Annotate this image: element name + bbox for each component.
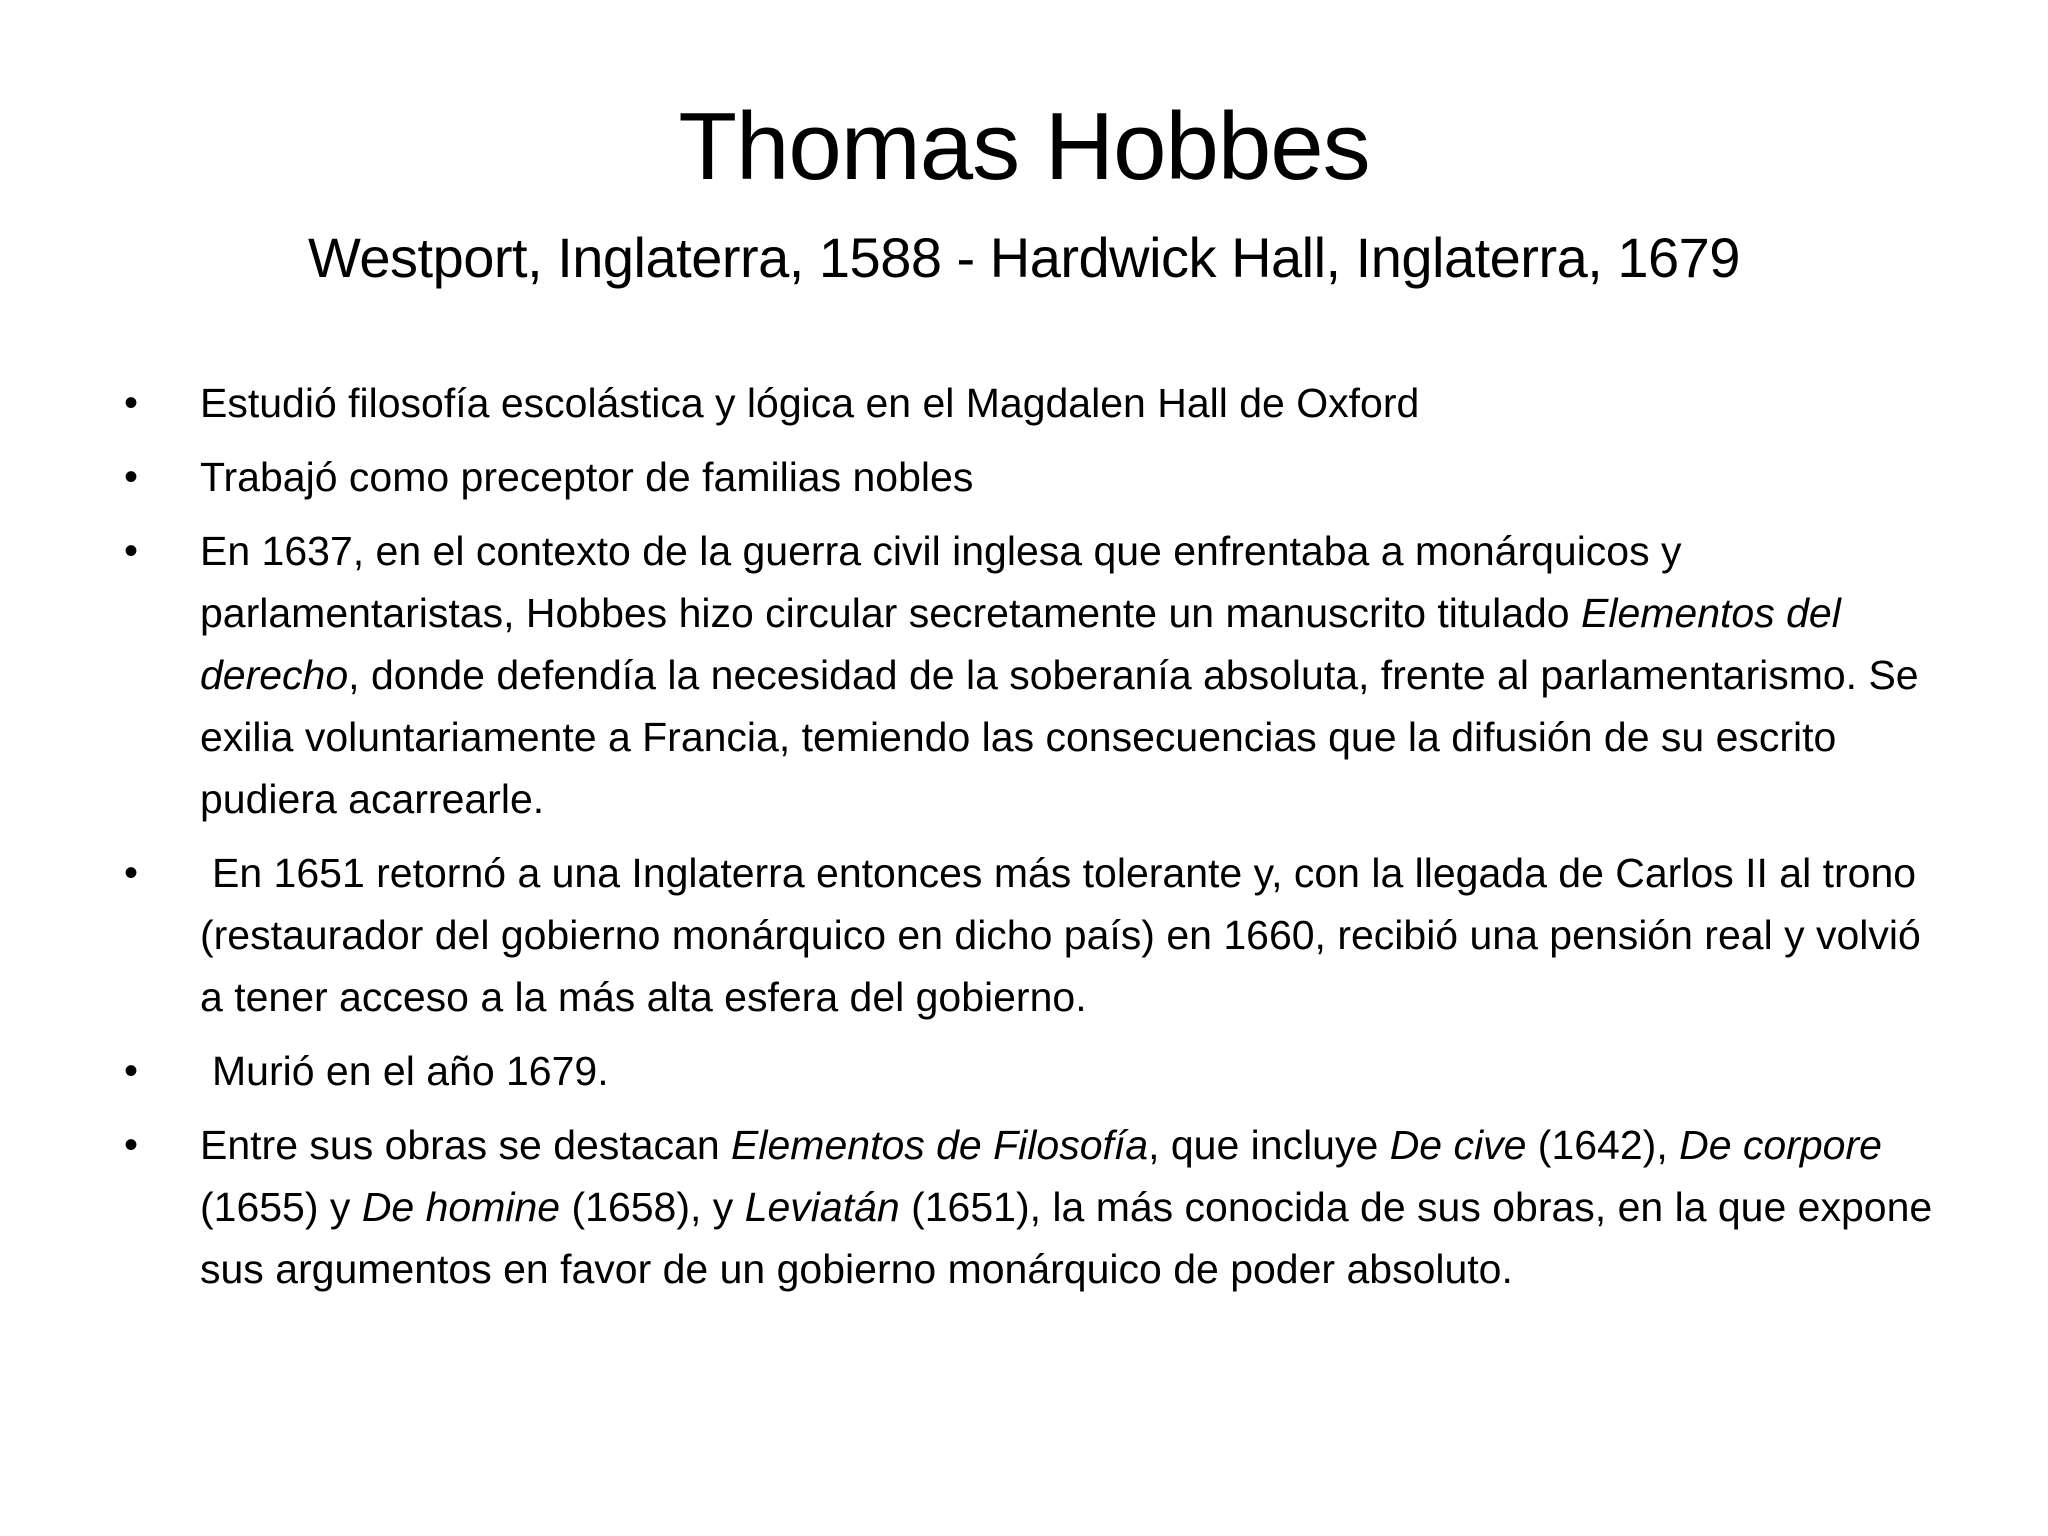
bullet-icon: •: [124, 455, 139, 499]
bullet-text-part: Entre sus obras se destacan: [200, 1122, 732, 1168]
bullet-text-part: (1642),: [1526, 1122, 1680, 1168]
bullet-icon: •: [124, 1123, 139, 1167]
bullet-text-part: , donde defendía la necesidad de la soberanía absoluta, frente al parlamentarismo. Se exilia voluntariamente a Francia, temiendo las consecuencias que la difusión de su escrito pudiera acarrearle.: [200, 652, 1919, 822]
bullet-text: Trabajó como preceptor de familias nobles: [200, 454, 974, 500]
bullet-text: [200, 1122, 1932, 1292]
bullet-text: Murió en el año 1679.: [212, 1048, 609, 1094]
bullet-text-part: , que incluye: [1148, 1122, 1390, 1168]
bullet-item: [124, 520, 1940, 830]
bullet-text-part: (1655) y: [200, 1184, 362, 1230]
work-title: Elementos de Filosofía: [731, 1122, 1149, 1168]
bullet-text-part: (1651), la más conocida de sus obras, en la que expone sus argumentos en favor de un gobierno monárquico de poder absoluto.: [200, 1184, 1933, 1292]
bullet-text: [200, 528, 1919, 822]
bullet-text-part: (1658), y: [560, 1184, 745, 1230]
slide-subtitle: Westport, Inglaterra, 1588 - Hardwick Hall, Inglaterra, 1679: [308, 226, 1740, 289]
slide-title: Thomas Hobbes: [678, 93, 1370, 200]
bullet-item: [124, 1040, 1940, 1102]
bullet-list: [124, 372, 1940, 1312]
bullet-item: [124, 1114, 1940, 1300]
bullet-text: En 1651 retornó a una Inglaterra entonces más tolerante y, con la llegada de Carlos II al trono (restaurador del gobierno monárquico en dicho país) en 1660, recibió una pensión real y volvió a tener acceso a la más alta esfera del gobierno.: [200, 850, 1921, 1020]
bullet-item: [124, 372, 1940, 434]
bullet-text: Estudió filosofía escolástica y lógica en el Magdalen Hall de Oxford: [200, 380, 1420, 426]
bullet-item: [124, 446, 1940, 508]
bullet-icon: •: [124, 529, 139, 573]
work-title: De homine: [361, 1184, 561, 1230]
bullet-icon: •: [124, 381, 139, 425]
bullet-text-part: En 1637, en el contexto de la guerra civil inglesa que enfrentaba a monárquicos y parlamentaristas, Hobbes hizo circular secretamente un manuscrito titulado: [200, 528, 1682, 636]
work-title: De corpore: [1679, 1122, 1882, 1168]
work-title: Elementos del derecho: [200, 590, 1841, 698]
work-title: Leviatán: [744, 1184, 900, 1230]
bullet-icon: •: [124, 851, 139, 895]
bullet-icon: •: [124, 1049, 139, 1093]
bullet-item: [124, 842, 1940, 1028]
work-title: De cive: [1389, 1122, 1527, 1168]
